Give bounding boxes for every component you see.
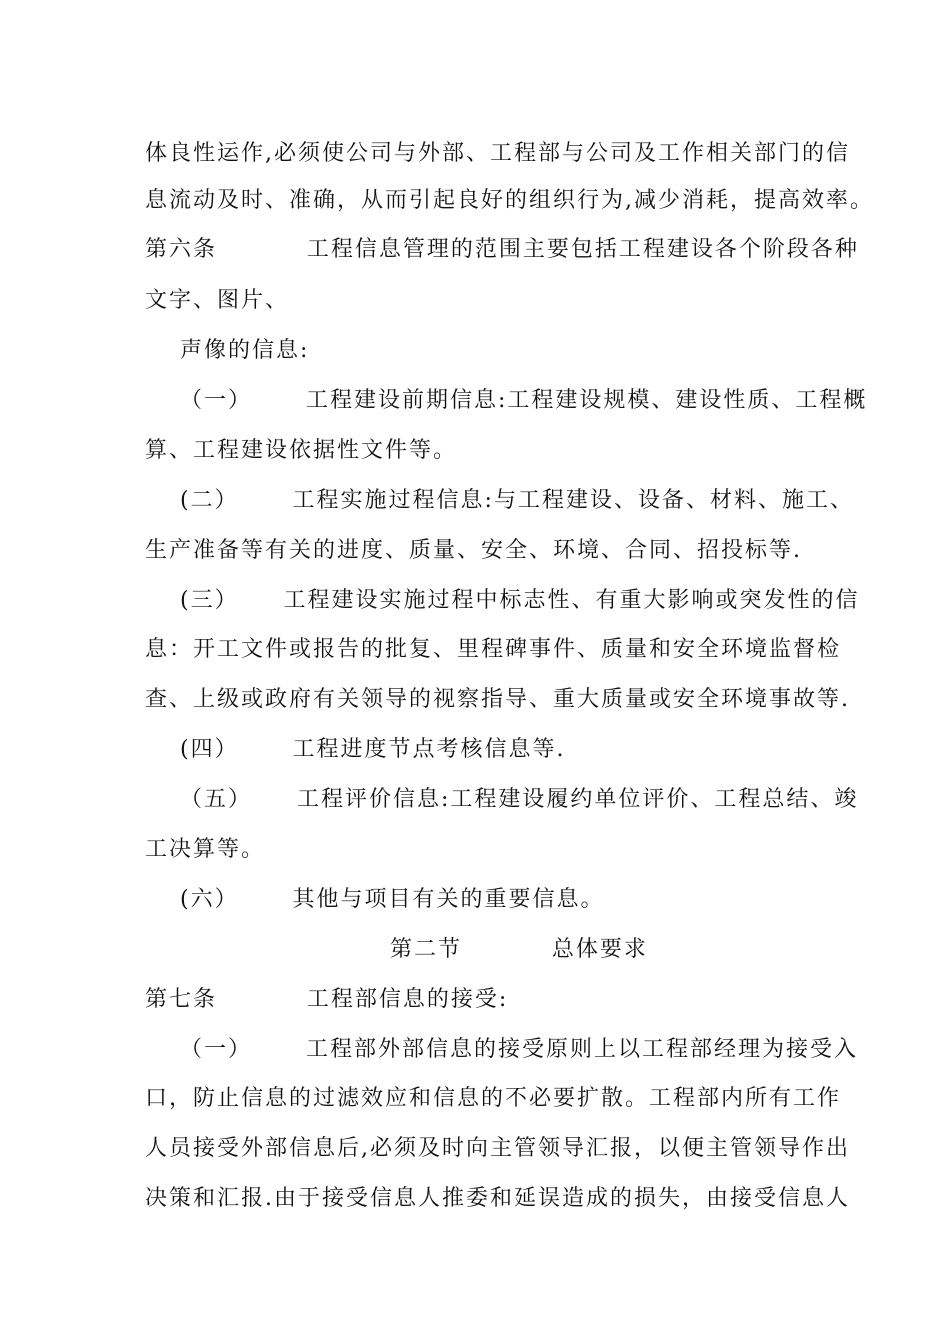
list-item: （五） 工程评价信息:工程建设履约单位评价、工程总结、竣 (180, 787, 859, 812)
text-line: 息流动及时、准确，从而引起良好的组织行为,减少消耗，提高效率。 (145, 188, 874, 213)
text-line: 息：开工文件或报告的批复、里程碑事件、质量和安全环境监督检 (145, 637, 842, 662)
text-line: 声像的信息: (180, 338, 310, 363)
list-item: (三） 工程建设实施过程中标志性、有重大影响或突发性的信 (180, 588, 860, 613)
list-item: (六） 其他与项目有关的重要信息。 (180, 887, 605, 912)
text-line: 生产准备等有关的进度、质量、安全、环境、合同、招投标等. (145, 538, 802, 563)
text-line: 查、上级或政府有关领导的视察指导、重大质量或安全环境事故等. (145, 687, 850, 712)
list-item: （一） 工程建设前期信息:工程建设规模、建设性质、工程概 (180, 388, 868, 413)
text-line: 人员接受外部信息后,必须及时向主管领导汇报，以便主管领导作出 (145, 1136, 850, 1161)
text-line: 算、工程建设依据性文件等。 (145, 438, 458, 463)
text-line: 工决算等。 (145, 837, 266, 862)
list-item: （一） 工程部外部信息的接受原则上以工程部经理为接受入 (180, 1037, 858, 1062)
article-6-heading: 第六条 工程信息管理的范围主要包括工程建设各个阶段各种 (145, 237, 859, 262)
article-7-heading: 第七条 工程部信息的接受: (145, 987, 509, 1012)
list-item: (四） 工程进度节点考核信息等. (180, 737, 566, 762)
list-item: (二） 工程实施过程信息:与工程建设、设备、材料、施工、 (180, 488, 854, 513)
text-line: 决策和汇报.由于接受信息人推委和延误造成的损失，由接受信息人 (145, 1186, 850, 1211)
text-line: 口，防止信息的过滤效应和信息的不必要扩散。工程部内所有工作 (145, 1086, 842, 1111)
text-line: 文字、图片、 (145, 288, 290, 313)
text-line: 体良性运作,必须使公司与外部、工程部与公司及工作相关部门的信 (145, 141, 850, 166)
section-heading: 第二节 总体要求 (390, 937, 648, 962)
